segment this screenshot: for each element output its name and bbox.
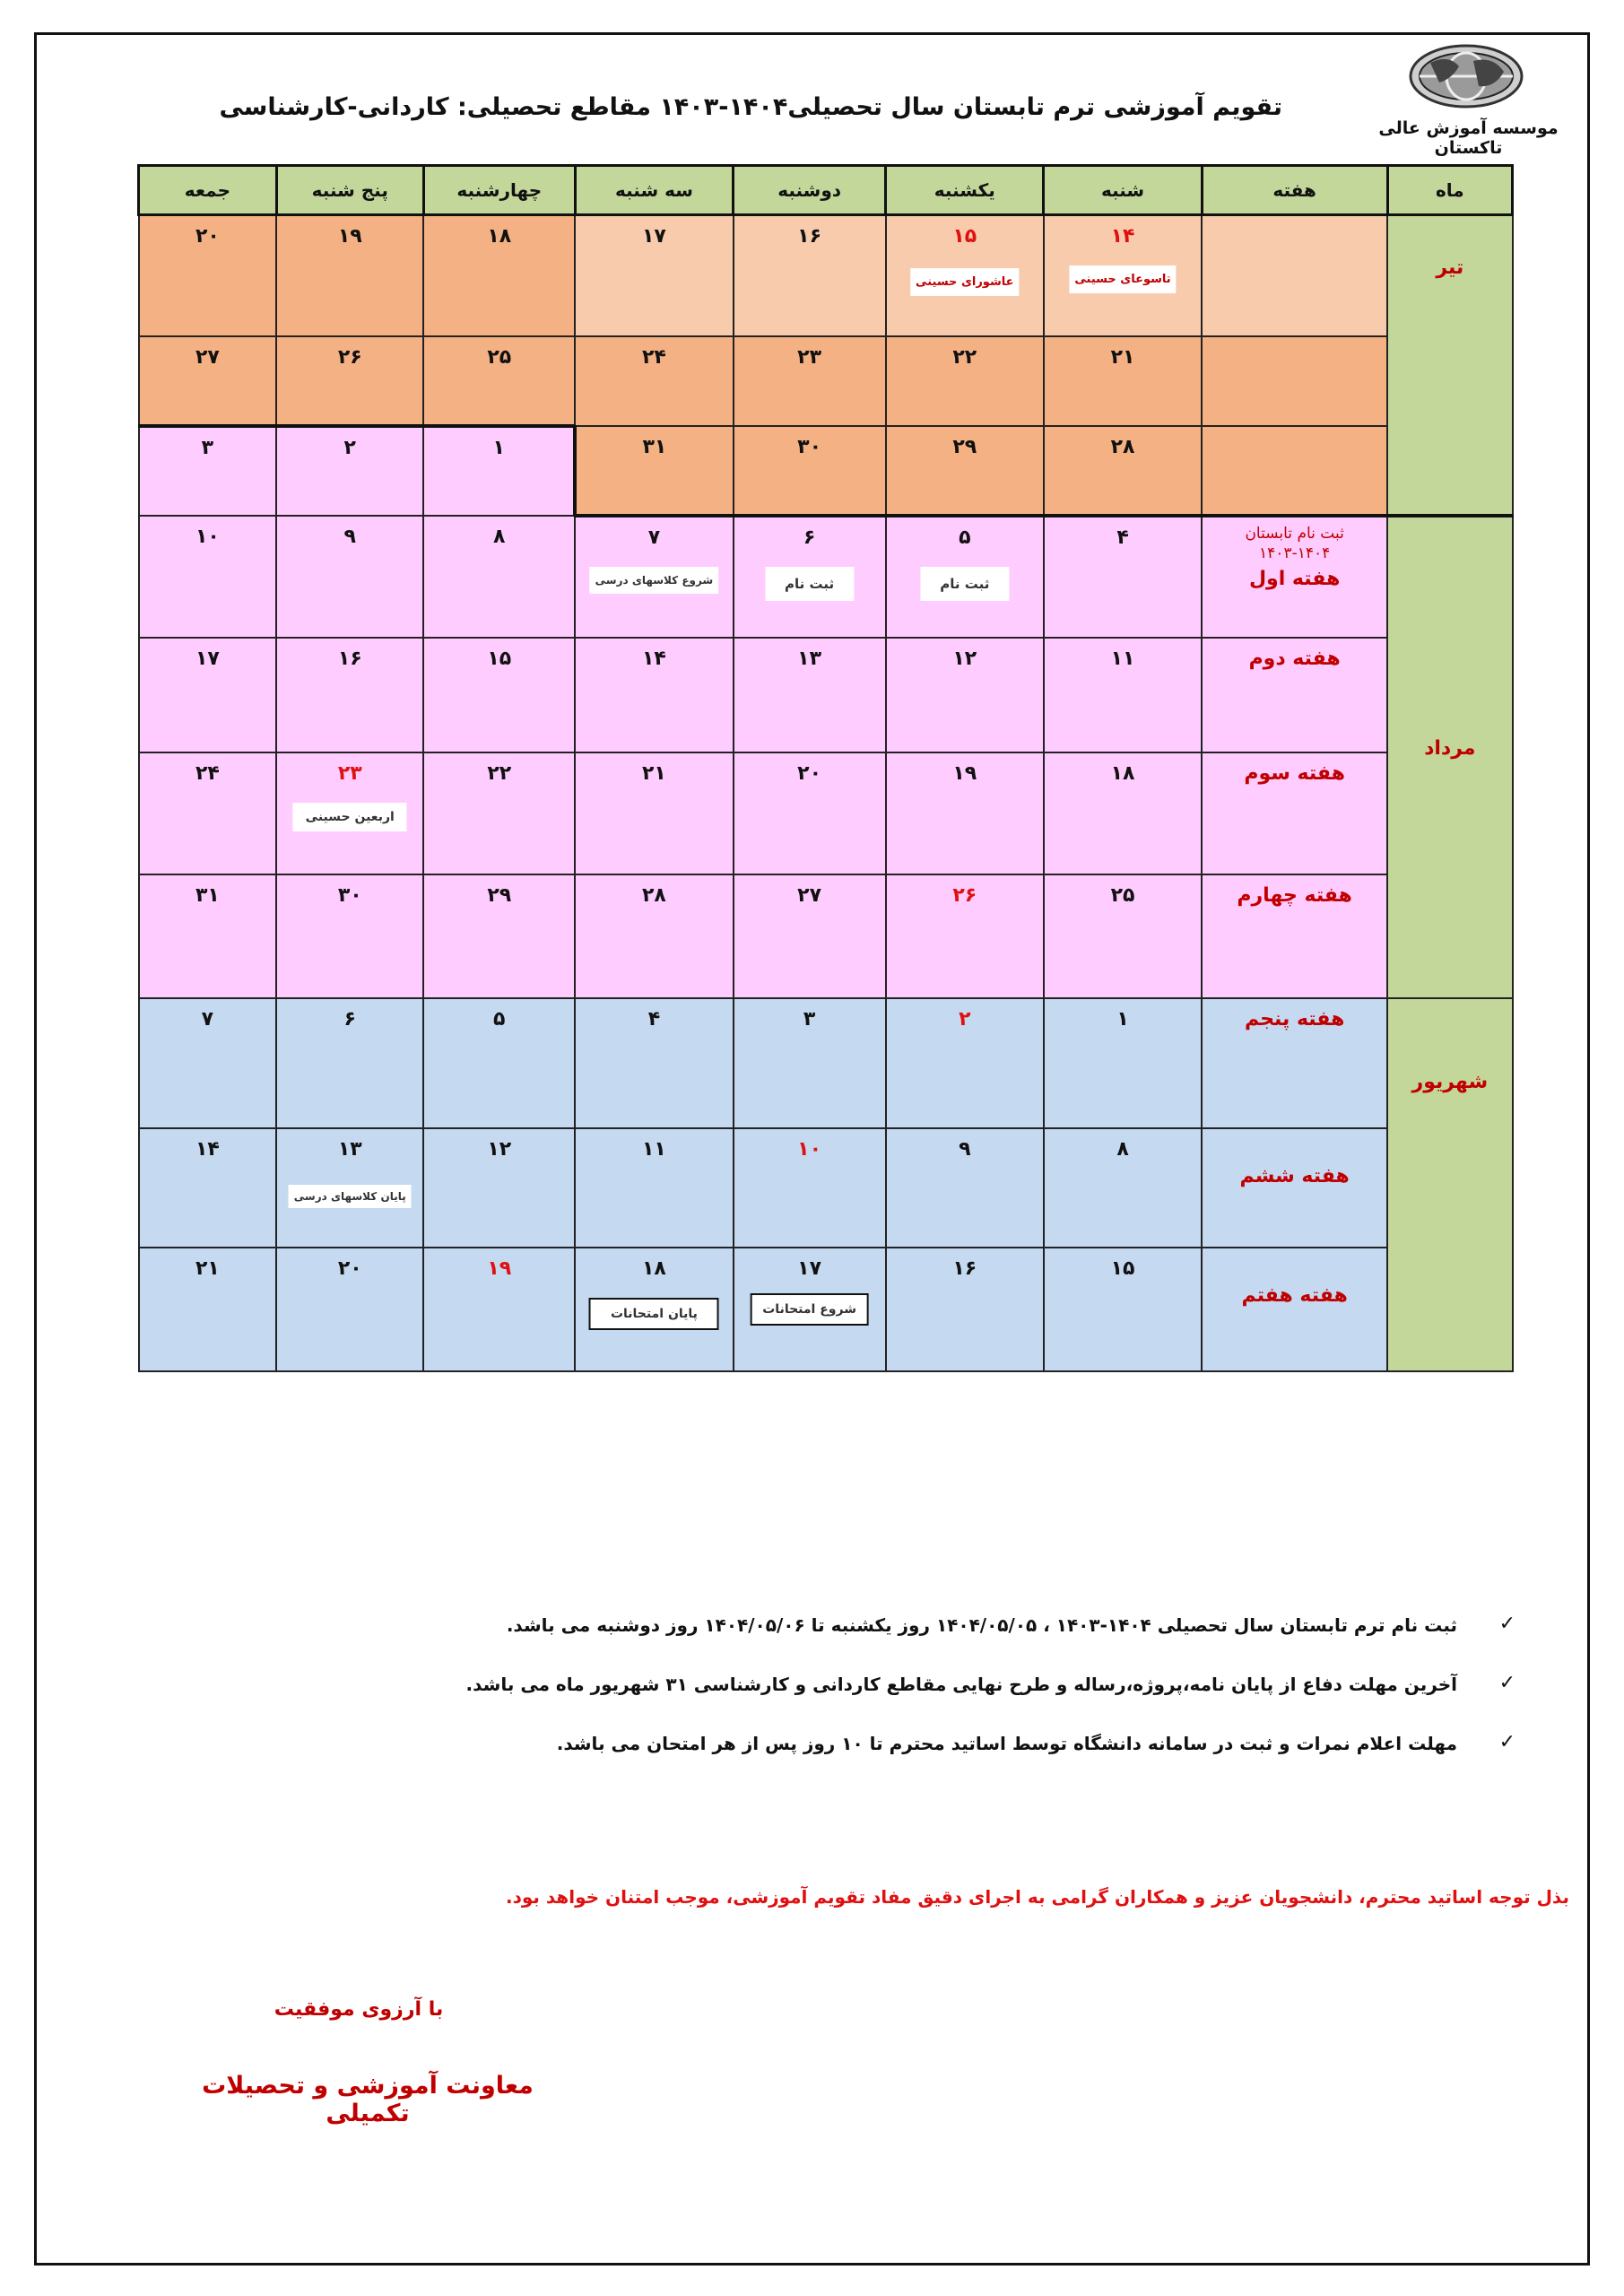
day-cell — [423, 336, 575, 426]
day-number: ۱۲ — [952, 647, 977, 670]
day-number: ۱۸ — [1110, 761, 1135, 785]
month-tir: تیر — [1387, 215, 1512, 516]
day-cell — [423, 516, 575, 638]
day-cell — [276, 1128, 423, 1248]
day-cell — [1044, 336, 1202, 426]
day-number: ۲۵ — [487, 345, 512, 369]
day-number: ۲۰ — [195, 225, 220, 248]
day-number: ۳۱ — [642, 435, 667, 458]
day-cell — [575, 1128, 733, 1248]
day-cell — [1044, 1128, 1202, 1248]
day-number: ۲۱ — [195, 1257, 220, 1280]
calendar-row — [139, 998, 1513, 1128]
day-cell — [139, 874, 277, 998]
day-number: ۲۵ — [1110, 883, 1135, 907]
day-cell — [575, 516, 733, 638]
day-cell — [886, 215, 1044, 336]
class-start-note: شروع کلاسهای درسی — [590, 567, 719, 594]
day-number: ۱۴ — [1110, 225, 1135, 248]
day-cell — [575, 1248, 733, 1371]
day-cell — [1044, 1248, 1202, 1371]
list-item — [465, 1672, 1515, 1695]
calendar-row — [139, 336, 1513, 426]
day-number: ۳۱ — [195, 883, 220, 907]
header-friday: جمعه — [139, 166, 277, 215]
day-number: ۱۹ — [337, 225, 362, 248]
day-number: ۱۹ — [487, 1257, 512, 1280]
header-month: ماه — [1387, 166, 1512, 215]
day-number: ۶ — [343, 1007, 356, 1031]
calendar-row — [139, 638, 1513, 752]
day-cell — [423, 874, 575, 998]
holiday-note: اربعین حسینی — [293, 803, 407, 831]
day-cell — [139, 998, 277, 1128]
day-number: ۲ — [959, 1007, 971, 1031]
day-number: ۱۰ — [797, 1137, 822, 1161]
calendar-row — [139, 516, 1513, 638]
day-cell — [139, 426, 277, 516]
header-wednesday: چهارشنبه — [423, 166, 575, 215]
day-number: ۱ — [1116, 1007, 1129, 1031]
day-number: ۲۳ — [797, 345, 822, 369]
academic-calendar-table — [137, 164, 1514, 1372]
day-cell — [423, 215, 575, 336]
notice-text: بذل توجه اساتید محترم، دانشجویان عزیز و همکاران گرامی به اجرای دقیق مفاد تقویم آموزشی، موجب امتنان خواهد بود. — [505, 1886, 1569, 1908]
day-cell — [1044, 516, 1202, 638]
signature: معاونت آموزشی و تحصیلات تکمیلی — [202, 2072, 534, 2127]
page-title: تقویم آموزشی ترم تابستان سال تحصیلی۱۴۰۴-۱۴۰۳ مقاطع تحصیلی: کاردانی-کارشناسی — [219, 93, 1282, 121]
header-week: هفته — [1202, 166, 1387, 215]
day-cell — [734, 336, 886, 426]
day-cell — [886, 1248, 1044, 1371]
day-cell — [276, 1248, 423, 1371]
day-cell — [734, 1248, 886, 1371]
day-cell — [1044, 638, 1202, 752]
class-end-note: پایان کلاسهای درسی — [289, 1185, 412, 1208]
day-cell — [886, 1128, 1044, 1248]
list-item-text: آخرین مهلت دفاع از پایان نامه،پروژه،رساله و طرح نهایی مقاطع کاردانی و کارشناسی ۳۱ شهریور ماه می باشد. — [465, 1674, 1457, 1695]
day-number: ۴ — [647, 1007, 661, 1031]
day-number: ۱۵ — [952, 225, 977, 248]
day-cell — [734, 1128, 886, 1248]
day-cell — [276, 215, 423, 336]
header-saturday: شنبه — [1044, 166, 1202, 215]
day-number: ۱۲ — [487, 1137, 512, 1161]
day-cell — [276, 426, 423, 516]
day-cell — [276, 998, 423, 1128]
day-number: ۵ — [959, 526, 971, 549]
day-number: ۹ — [959, 1137, 971, 1161]
day-cell — [1044, 998, 1202, 1128]
header-tuesday: سه شنبه — [575, 166, 733, 215]
day-cell — [575, 874, 733, 998]
calendar-row — [139, 426, 1513, 516]
holiday-note: تاسوعای حسینی — [1069, 265, 1176, 293]
day-cell — [1044, 215, 1202, 336]
day-cell — [734, 426, 886, 516]
day-cell — [734, 998, 886, 1128]
week-label: هفته چهارم — [1237, 883, 1352, 907]
day-number: ۱ — [492, 436, 505, 459]
week-label: هفته هفتم — [1241, 1283, 1348, 1307]
day-number: ۲۷ — [797, 883, 822, 907]
day-number: ۷ — [201, 1007, 214, 1031]
exam-end-note: پایان امتحانات — [589, 1298, 719, 1330]
day-number: ۲۸ — [642, 883, 666, 907]
day-number: ۱۳ — [337, 1137, 362, 1161]
day-number: ۲۹ — [952, 435, 977, 458]
day-number: ۲۲ — [952, 345, 977, 369]
day-cell — [575, 215, 733, 336]
day-cell — [575, 638, 733, 752]
week-cell — [1202, 516, 1387, 638]
day-cell — [886, 336, 1044, 426]
day-cell — [276, 752, 423, 874]
day-cell — [734, 638, 886, 752]
day-cell — [734, 752, 886, 874]
day-number: ۱۳ — [797, 647, 822, 670]
day-number: ۲۰ — [337, 1257, 362, 1280]
day-cell — [423, 426, 575, 516]
day-cell — [139, 516, 277, 638]
day-number: ۸ — [1116, 1137, 1129, 1161]
day-number: ۲ — [343, 436, 356, 459]
day-number: ۲۳ — [337, 761, 362, 785]
week-label: هفته اول — [1248, 567, 1341, 590]
day-number: ۹ — [343, 525, 356, 548]
day-number: ۲۷ — [195, 345, 220, 369]
day-number: ۳۰ — [797, 435, 822, 458]
institute-name: موسسه آموزش عالی تاکستان — [1378, 118, 1559, 158]
week-cell — [1202, 874, 1387, 998]
registration-note: ثبت نام — [765, 567, 854, 601]
day-number: ۷ — [647, 526, 661, 549]
day-number: ۵ — [493, 1007, 506, 1031]
day-cell — [139, 215, 277, 336]
day-number: ۱۱ — [1110, 647, 1135, 670]
list-item — [502, 1614, 1515, 1636]
day-cell — [734, 215, 886, 336]
calendar-row — [139, 874, 1513, 998]
week-cell — [1202, 336, 1387, 426]
day-number: ۲۶ — [337, 345, 362, 369]
day-cell — [276, 336, 423, 426]
week-cell — [1202, 215, 1387, 336]
list-item-text: ثبت نام ترم تابستان سال تحصیلی ۱۴۰۴-۱۴۰۳ ، ۱۴۰۴/۰۵/۰۵ روز یکشنبه تا ۱۴۰۴/۰۵/۰۶ روز دوشنبه می باشد. — [506, 1614, 1457, 1636]
day-number: ۱۹ — [952, 761, 977, 785]
day-cell — [886, 516, 1044, 638]
calendar-row — [139, 752, 1513, 874]
day-cell — [575, 752, 733, 874]
week-cell — [1202, 752, 1387, 874]
registration-note: ثبت نام — [920, 567, 1009, 601]
day-number: ۲۴ — [195, 761, 220, 785]
day-number: ۱۶ — [797, 225, 822, 248]
calendar-row — [139, 1128, 1513, 1248]
day-number: ۲۴ — [642, 345, 666, 369]
header-sunday: یکشنبه — [886, 166, 1044, 215]
day-number: ۲۹ — [487, 883, 512, 907]
day-cell — [1044, 752, 1202, 874]
day-number: ۲۲ — [487, 761, 512, 785]
day-number: ۱۷ — [642, 225, 666, 248]
day-number: ۱۴ — [195, 1137, 220, 1161]
day-number: ۲۸ — [1110, 435, 1135, 458]
day-number: ۳ — [201, 436, 214, 459]
day-number: ۱۴ — [642, 647, 666, 670]
day-cell — [886, 752, 1044, 874]
day-number: ۳۰ — [337, 883, 362, 907]
check-icon: ✓ — [1498, 1672, 1515, 1694]
week-label: هفته دوم — [1248, 647, 1341, 670]
day-number: ۲۶ — [952, 883, 977, 907]
registration-year: ۱۴۰۳-۱۴۰۴ — [1259, 544, 1331, 562]
day-number: ۸ — [493, 525, 506, 548]
day-number: ۱۶ — [337, 647, 362, 670]
week-cell — [1202, 638, 1387, 752]
day-cell — [1044, 874, 1202, 998]
week-label: هفته سوم — [1244, 761, 1345, 785]
day-number: ۲۰ — [797, 761, 822, 785]
day-cell — [276, 516, 423, 638]
day-cell — [886, 426, 1044, 516]
day-cell — [423, 752, 575, 874]
list-item — [502, 1733, 1515, 1754]
day-number: ۱۵ — [487, 647, 512, 670]
calendar-row — [139, 1248, 1513, 1371]
registration-label: ثبت نام تابستان — [1245, 524, 1344, 543]
week-cell — [1202, 1128, 1387, 1248]
day-cell — [276, 874, 423, 998]
day-cell — [886, 638, 1044, 752]
calendar-row — [139, 215, 1513, 336]
day-cell — [423, 1248, 575, 1371]
day-cell — [423, 1128, 575, 1248]
day-cell — [139, 1248, 277, 1371]
week-cell — [1202, 1248, 1387, 1371]
day-cell — [423, 638, 575, 752]
closing-wish: با آرزوی موفقیت — [274, 1998, 444, 2021]
day-number: ۳ — [803, 1007, 816, 1031]
header-monday: دوشنبه — [734, 166, 886, 215]
day-cell — [886, 874, 1044, 998]
header-thursday: پنج شنبه — [276, 166, 423, 215]
day-cell — [886, 998, 1044, 1128]
day-number: ۱۶ — [952, 1257, 977, 1280]
day-cell — [575, 426, 733, 516]
day-cell — [575, 336, 733, 426]
header-row — [139, 166, 1513, 215]
day-number: ۱۷ — [797, 1257, 822, 1280]
day-number: ۱۸ — [642, 1257, 666, 1280]
day-cell — [1044, 426, 1202, 516]
week-cell — [1202, 998, 1387, 1128]
day-number: ۱۱ — [642, 1137, 666, 1161]
day-number: ۱۰ — [195, 525, 220, 548]
day-number: ۶ — [803, 526, 816, 549]
day-cell — [734, 516, 886, 638]
holiday-note: عاشورای حسینی — [910, 268, 1019, 296]
check-icon: ✓ — [1498, 1613, 1515, 1635]
day-cell — [139, 638, 277, 752]
day-cell — [139, 752, 277, 874]
day-number: ۴ — [1116, 526, 1129, 549]
day-cell — [139, 336, 277, 426]
day-cell — [575, 998, 733, 1128]
exam-start-note: شروع امتحانات — [750, 1293, 869, 1326]
list-item-text: مهلت اعلام نمرات و ثبت در سامانه دانشگاه توسط اساتید محترم تا ۱۰ روز پس از هر امتحان می باشد. — [556, 1733, 1457, 1754]
day-cell — [139, 1128, 277, 1248]
day-number: ۱۸ — [487, 225, 512, 248]
day-cell — [276, 638, 423, 752]
notes-list — [465, 1613, 1515, 1792]
week-cell — [1202, 426, 1387, 516]
day-cell — [734, 874, 886, 998]
month-shahrivar: شهریور — [1387, 998, 1512, 1371]
day-number: ۱۵ — [1110, 1257, 1135, 1280]
check-icon: ✓ — [1498, 1731, 1515, 1753]
day-number: ۲۱ — [642, 761, 666, 785]
month-mordad: مرداد — [1387, 516, 1512, 998]
day-number: ۱۷ — [195, 647, 220, 670]
day-number: ۲۱ — [1110, 345, 1135, 369]
week-label: هفته پنجم — [1244, 1007, 1345, 1031]
day-cell — [423, 998, 575, 1128]
week-label: هفته ششم — [1239, 1164, 1350, 1187]
